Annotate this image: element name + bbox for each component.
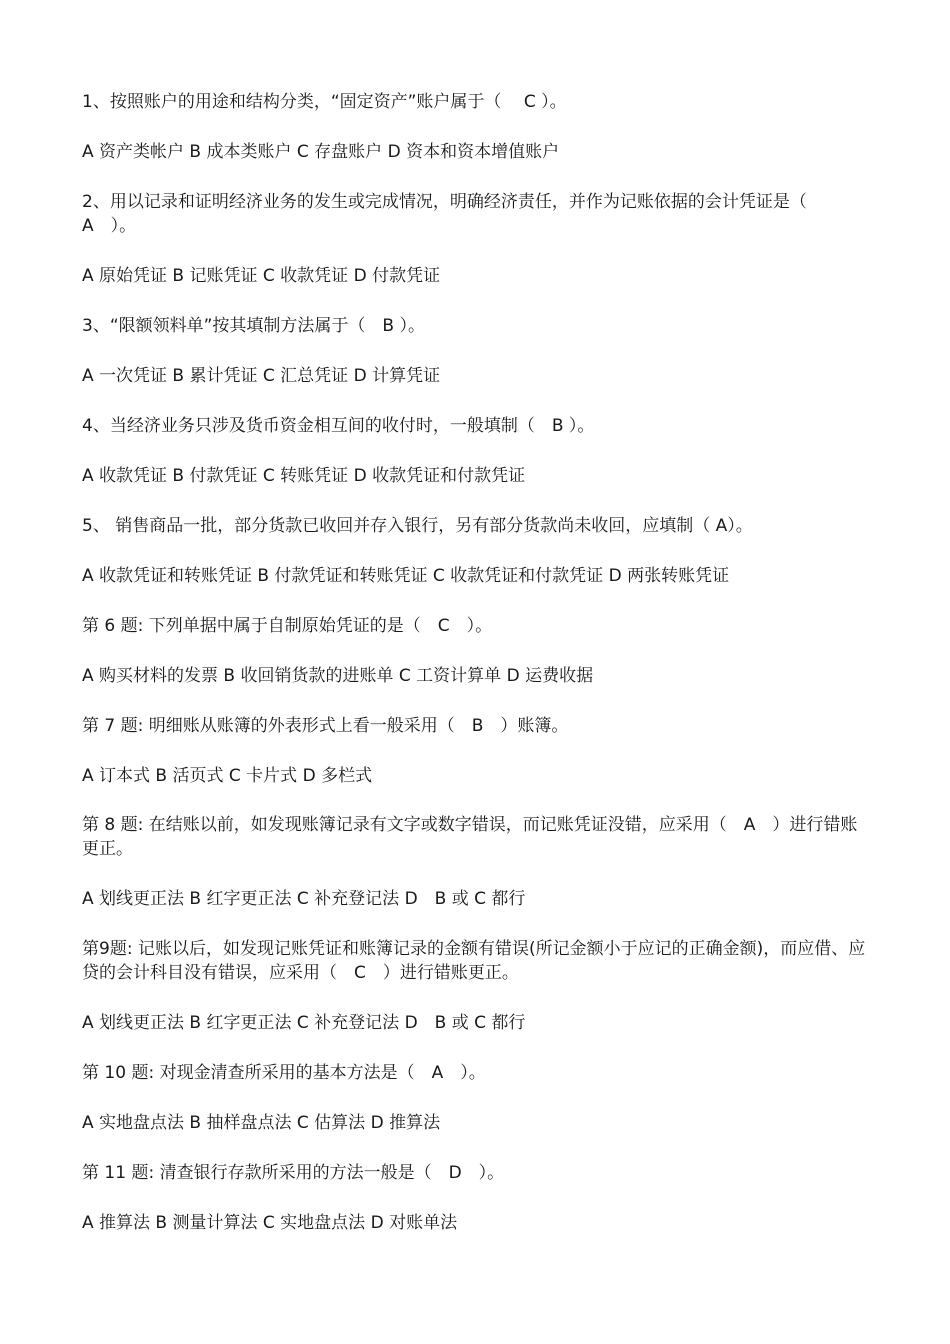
question-1: 1、按照账户的用途和结构分类，“固定资产”账户属于（ C ）。: [82, 92, 567, 112]
question-10: 第 10 题: 对现金清查所采用的基本方法是（ A ）。: [82, 1063, 486, 1083]
question-8: 第 8 题: 在结账以前，如发现账簿记录有文字或数字错误，而记账凭证没错，应采用（ A ）进行错账更正。: [82, 815, 858, 859]
options-11: A 推算法 B 测量计算法 C 实地盘点法 D 对账单法: [82, 1213, 458, 1233]
options-5: A 收款凭证和转账凭证 B 付款凭证和转账凭证 C 收款凭证和付款凭证 D 两张转账凭证: [82, 566, 730, 586]
options-9: A 划线更正法 B 红字更正法 C 补充登记法 D B 或 C 都行: [82, 1013, 526, 1033]
question-3: 3、“限额领料单”按其填制方法属于（ B ）。: [82, 316, 425, 336]
question-5: 5、 销售商品一批，部分货款已收回并存入银行，另有部分货款尚未收回，应填制（ A）。: [82, 516, 753, 536]
options-7: A 订本式 B 活页式 C 卡片式 D 多栏式: [82, 766, 373, 786]
question-2: 2、用以记录和证明经济业务的发生或完成情况，明确经济责任，并作为记账依据的会计凭证是（ A ）。: [82, 192, 824, 236]
options-10: A 实地盘点法 B 抽样盘点法 C 估算法 D 推算法: [82, 1113, 441, 1133]
options-3: A 一次凭证 B 累计凭证 C 汇总凭证 D 计算凭证: [82, 366, 441, 386]
options-2: A 原始凭证 B 记账凭证 C 收款凭证 D 付款凭证: [82, 266, 441, 286]
question-7: 第 7 题: 明细账从账簿的外表形式上看一般采用（ B ）账簿。: [82, 716, 569, 736]
options-8: A 划线更正法 B 红字更正法 C 补充登记法 D B 或 C 都行: [82, 889, 526, 909]
question-6: 第 6 题: 下列单据中属于自制原始凭证的是（ C ）。: [82, 616, 493, 636]
question-11: 第 11 题: 清查银行存款所采用的方法一般是（ D ）。: [82, 1163, 505, 1183]
question-9: 第9题: 记账以后，如发现记账凭证和账簿记录的金额有错误(所记金额小于应记的正确金额)，而应借、应贷的会计科目没有错误，应采用（ C ）进行错账更正。: [82, 939, 866, 983]
options-1: A 资产类帐户 B 成本类账户 C 存盘账户 D 资本和资本增值账户: [82, 142, 560, 162]
question-4: 4、当经济业务只涉及货币资金相互间的收付时，一般填制（ B ）。: [82, 416, 595, 436]
options-4: A 收款凭证 B 付款凭证 C 转账凭证 D 收款凭证和付款凭证: [82, 466, 526, 486]
options-6: A 购买材料的发票 B 收回销货款的进账单 C 工资计算单 D 运费收据: [82, 666, 594, 686]
